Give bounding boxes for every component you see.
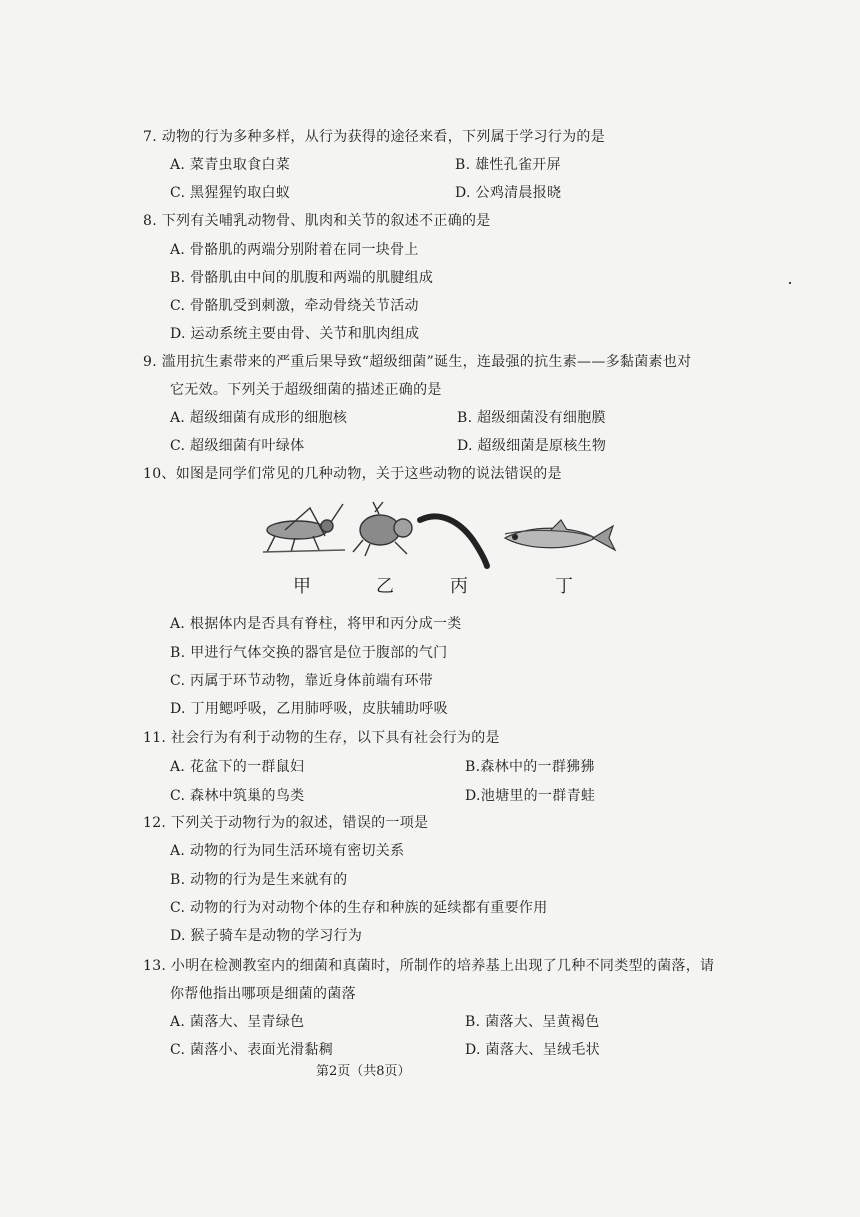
q11-option-a: A. 花盆下的一群鼠妇: [170, 759, 305, 775]
q12-option-a: A. 动物的行为同生活环境有密切关系: [170, 843, 405, 859]
question-13-stem-continued: 你帮他指出哪项是细菌的菌落: [170, 986, 356, 1002]
q11-option-c: C. 森林中筑巢的鸟类: [170, 788, 305, 804]
q8-option-d: D. 运动系统主要由骨、关节和肌肉组成: [170, 326, 420, 342]
q13-option-b: B. 菌落大、呈黄褐色: [465, 1014, 600, 1030]
question-9-stem-continued: 它无效。下列关于超级细菌的描述正确的是: [170, 382, 442, 398]
q12-option-c: C. 动物的行为对动物个体的生存和种族的延续都有重要作用: [170, 900, 548, 916]
question-13-stem: 13. 小明在检测教室内的细菌和真菌时，所制作的培养基上出现了几种不同类型的菌落，请: [143, 958, 715, 974]
figure-label-jia: 甲: [293, 576, 311, 597]
earthworm-icon: [420, 516, 487, 566]
question-9-stem: 9. 滥用抗生素带来的严重后果导致“超级细菌”诞生，连最强的抗生素——多黏菌素也对: [143, 354, 692, 370]
question-12-stem: 12. 下列关于动物行为的叙述，错误的一项是: [143, 815, 429, 831]
q12-option-b: B. 动物的行为是生来就有的: [170, 872, 348, 888]
question-10-stem: 10、如图是同学们常见的几种动物，关于这些动物的说法错误的是: [143, 466, 562, 482]
figure-label-bing: 丙: [450, 576, 468, 597]
q7-option-b: B. 雄性孔雀开屏: [455, 157, 561, 173]
q11-option-d: D.池塘里的一群青蛙: [465, 788, 596, 804]
q10-option-a: A. 根据体内是否具有脊柱，将甲和丙分成一类: [170, 616, 462, 632]
scan-speck: [789, 282, 791, 284]
q13-option-c: C. 菌落小、表面光滑黏稠: [170, 1042, 334, 1058]
q8-option-b: B. 骨骼肌由中间的肌腹和两端的肌腱组成: [170, 270, 434, 286]
grasshopper-icon: [263, 504, 345, 552]
q9-option-b: B. 超级细菌没有细胞膜: [457, 410, 606, 426]
figure-label-yi: 乙: [376, 576, 394, 597]
q10-option-b: B. 甲进行气体交换的器官是位于腹部的气门: [170, 645, 448, 661]
q13-option-a: A. 菌落大、呈青绿色: [170, 1014, 305, 1030]
question-7-stem: 7. 动物的行为多种多样，从行为获得的途径来看，下列属于学习行为的是: [143, 129, 606, 145]
q7-option-d: D. 公鸡清晨报晓: [455, 185, 562, 201]
q12-option-d: D. 猴子骑车是动物的学习行为: [170, 928, 363, 944]
animals-figure: [255, 500, 625, 570]
q10-option-d: D. 丁用鳃呼吸，乙用肺呼吸，皮肤辅助呼吸: [170, 701, 448, 717]
question-8-stem: 8. 下列有关哺乳动物骨、肌肉和关节的叙述不正确的是: [143, 213, 491, 229]
q10-option-c: C. 丙属于环节动物，靠近身体前端有环带: [170, 673, 434, 689]
q9-option-c: C. 超级细菌有叶绿体: [170, 438, 305, 454]
q13-option-d: D. 菌落大、呈绒毛状: [465, 1042, 600, 1058]
q9-option-d: D. 超级细菌是原核生物: [457, 438, 607, 454]
q7-option-a: A. 菜青虫取食白菜: [170, 157, 291, 173]
figure-label-ding: 丁: [555, 576, 573, 597]
question-11-stem: 11. 社会行为有利于动物的生存，以下具有社会行为的是: [143, 730, 500, 746]
fish-icon: [505, 520, 615, 550]
frog-icon: [353, 502, 412, 556]
q8-option-c: C. 骨骼肌受到刺激，牵动骨绕关节活动: [170, 298, 419, 314]
q7-option-c: C. 黑猩猩钓取白蚁: [170, 185, 291, 201]
q8-option-a: A. 骨骼肌的两端分别附着在同一块骨上: [170, 242, 419, 258]
q9-option-a: A. 超级细菌有成形的细胞核: [170, 410, 348, 426]
page-number-footer: 第2页（共8页）: [316, 1064, 411, 1079]
q11-option-b: B.森林中的一群狒狒: [465, 759, 595, 775]
